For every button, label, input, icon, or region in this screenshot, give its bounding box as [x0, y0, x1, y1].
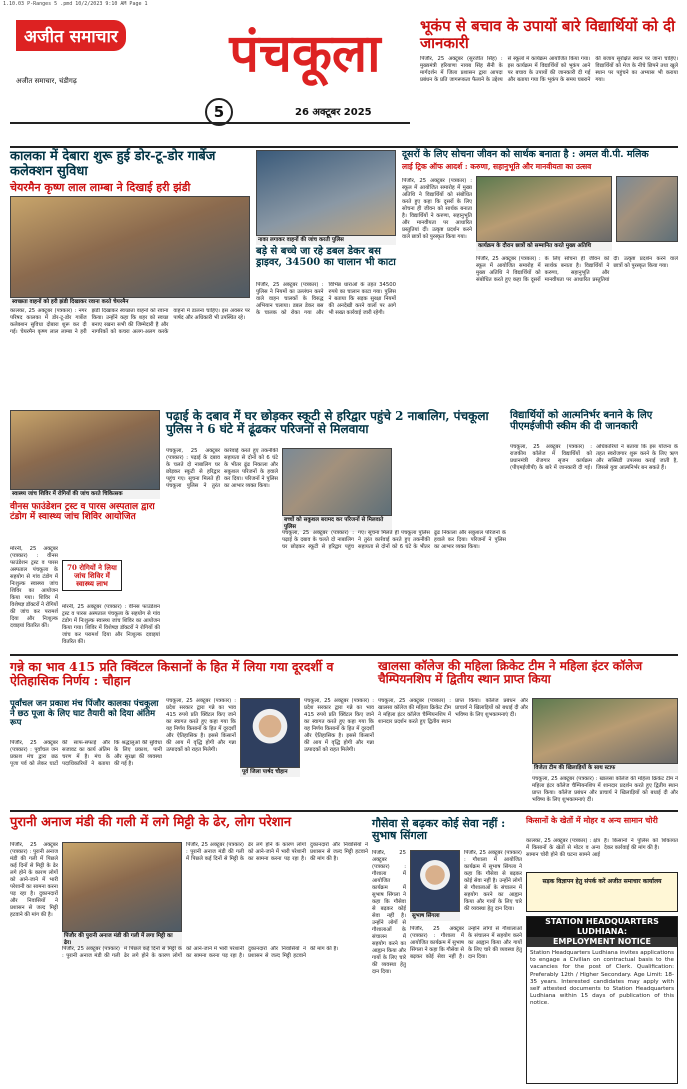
story-body: पिंजौर, 25 अक्टूबर (पत्रकार) : पूर्वांचल जन प्रकाश मंच द्वारा छठ पूजा पर्व को लेकर घाटों की साफ-सफाई और सजावट का कार्य अंतिम चरण में है। मंच के पदाधिकारियों ने बताया कि श्रद्धालुओं की सुविधा के लिए प्रकाश, पानी और सुरक्षा की व्यवस्था की गई है। [10, 740, 162, 767]
photo-malik [476, 176, 612, 242]
story-body: पिंजौर, 25 अक्टूबर (पत्रकार) : स्कूल में आयोजित समारोह में मुख्य अतिथि ने विद्यार्थियों को संबोधित करते हुए कहा कि दूसरों के लिए सोचना ही जीवन को सार्थक बनाता है। विद्यार्थियों ने करुणा, सहानुभूति और मानवीयता पर आधारित प्रस्तुतियां दीं। उत्कृष्ट प्रदर्शन करने वाले छात्रों को पुरस्कृत किया गया। [402, 178, 472, 240]
masthead-left [16, 20, 196, 90]
story-body-cont: पंचकूला, 25 अक्टूबर (पत्रकार) : खालसा कॉलेज की महिला क्रिकेट टीम ने महिला इंटर कॉलेज चैम्पियनशिप में शानदार प्रदर्शन करते हुए द्वितीय स्थान प्राप्त किया। कॉलेज प्रबंधन और प्राचार्य ने खिलाड़ियों को बधाई दी और भविष्य के लिए शुभकामनाएं दीं। [532, 776, 678, 803]
story-body: पिंजौर, 25 अक्टूबर (सुरजीत सिंह) : मुख्यमंत्री हरियाणा नायब सिंह सैनी के मार्गदर्शन में जिला प्रशासन द्वारा आपदा प्रबंधन के प्रति जागरूकता फैलाने के उद्देश्य से स्कूलों में कार्यक्रम आयोजित किया गया। इस कार्यक्रम में विद्यार्थियों को भूकंप आने पर बचाव के उपायों की जानकारी दी गई और बताया गया कि भूकंप के समय घबराने की बजाय सुरक्षित स्थान पर जाना चाहिए। विद्यार्थियों को मेज के नीचे छिपने तथा खुले स्थान पर पहुंचने का अभ्यास भी कराया गया। [420, 55, 678, 83]
headline-cricket: खालसा कॉलेज की महिला क्रिकेट टीम ने महिला इंटर कॉलेज चैम्पियनशिप में द्वितीय स्थान प्राप्त किया [378, 659, 643, 687]
page-number: 5 [205, 98, 233, 126]
photo-caption: कार्यक्रम के दौरान छात्रों को सम्मानित करते मुख्य अतिथि [476, 242, 612, 251]
story-body: पिंजौर, 25 अक्टूबर (पत्रकार) : पुरानी अनाज मंडी की गली में पिछले कई दिनों से मिट्टी के ढेर लगे होने के कारण लोगों को आने-जाने में भारी परेशानी का सामना करना पड़ रहा है। दुकानदारों और निवासियों ने प्रशासन से जल्द मिट्टी हटवाने की मांग की है। [10, 842, 58, 918]
headline: भूकंप से बचाव के उपायों बारे विद्यार्थियों को दी जानकारी [420, 17, 676, 52]
story-body: पंचकूला, 25 अक्टूबर (पत्रकार) : पढ़ाई के दबाव के चलते दो नाबालिग घर छोड़कर स्कूटी से हरिद्वार पहुंच गए। सूचना मिलते ही पंचकूला पुलिस ने तुरंत कार्रवाई करते हुए तकनीकी सहायता से दोनों को 6 घंटे के भीतर ढूंढ निकाला और सकुशल परिजनों के हवाले कर दिया। परिजनों ने पुलिस का आभार व्यक्त किया। [166, 448, 278, 489]
paper-name: अजीत समाचार [16, 20, 126, 51]
headline: बड़े से बच्चे जा रहे डबल डेकर बस ड्राइवर, 34500 का चालान भी काटा [256, 246, 396, 269]
subheadline: चेयरमैन कृष्ण लाल लाम्बा ने दिखाई हरी झंडी [10, 181, 191, 195]
headline-gauseva: गौसेवा से बढ़कर कोई सेवा नहीं : सुभाष सिंगला [372, 817, 506, 843]
highlight-box: 70 रोगियों ने लिया जांच शिविर में स्वास्थ्य लाभ [62, 560, 122, 591]
photo-caption: विजेता टीम की खिलाड़ियों के साथ स्टाफ [532, 764, 678, 773]
section-rule [10, 654, 678, 656]
paper-place: अजीत समाचार, चंडीगढ़ [16, 77, 77, 85]
story-body-cont: पंचकूला, 25 अक्टूबर (पत्रकार) : प्रदेश सरकार द्वारा गन्ने का भाव 415 रुपये प्रति क्विंटल किए जाने का स्वागत करते हुए कहा गया कि यह निर्णय किसानों के हित में दूरदर्शी और ऐतिहासिक है। इससे किसानों की आय में वृद्धि होगी और गन्ना उत्पादकों को राहत मिलेगी। [304, 698, 374, 753]
photo-caption: सुभाष सिंगला [410, 912, 460, 921]
headline: वीनस फाउंडेशन ट्रस्ट व पारस अस्पताल द्वारा टंडोग में स्वास्थ्य जांच शिविर आयोजित [10, 502, 155, 523]
story-body: पिंजौर, 25 अक्टूबर (पत्रकार) : गौशाला में आयोजित कार्यक्रम में सुभाष सिंगला ने कहा कि गौसेवा से बढ़कर कोई सेवा नहीं है। उन्होंने लोगों से गौशालाओं के संचालन में सहयोग करने का आह्वान किया और गायों के लिए चारे की व्यवस्था हेतु दान दिया। [372, 850, 406, 975]
headline-sugarcane: गन्ने का भाव 415 प्रति क्विंटल किसानों के हित में लिया गया दूरदर्शी व ऐतिहासिक निर्णय : चौहान [10, 659, 334, 688]
notice-body: Station Headquarters Ludhiana invites applications to engage a Civilian on contractual basis to the vacancies for the post of Clerk. Qualification: Preferably 12th / Higher Secondary. Age Limit: 18-35 years. Interested candidates may apply with self attested documents to Station Headquarters Ludhiana within 15 days of publication of this notice. [530, 950, 674, 1007]
photo-caption: नाका लगाकर वाहनों की जांच करती पुलिस [256, 236, 396, 245]
story-earthquake [420, 18, 678, 146]
small-advert: सड़क विज्ञापन हेतु संपर्क करें अजीत समाचार कार्यालय [526, 872, 678, 912]
photo-cricket [532, 698, 678, 764]
story-body: पिंजौर, 25 अक्टूबर (पत्रकार) : पुलिस ने नियमों का उल्लंघन करने वाले वाहन चालकों के विरुद्ध अभियान चलाया। डबल डेकर बस के चालक को रोका गया और विभिन्न धाराओं के तहत 34500 रुपये का चालान काटा गया। पुलिस ने बताया कि सड़क सुरक्षा नियमों की अनदेखी करने वालों पर आगे भी सख्त कार्रवाई जारी रहेगी। [256, 282, 396, 316]
headline-chhath: पूर्वांचल जन प्रकाश मंच पिंजौर कालका पंचकूला ने छठ पूजा के लिए घाट तैयारी को दिया अंतिम रूप [10, 699, 159, 729]
print-info-line: 1.10.03 P-Ranges 5 .pmd 10/2/2023 9:10 AM Page 1 [3, 1, 148, 7]
headline: कालका में देबारा शुरू हुई डोर-टू-डोर गार्बेज कलेक्शन सुविधा [10, 149, 216, 179]
employment-notice [526, 916, 678, 1084]
story-body-cont2: पिंजौर, 25 अक्टूबर (पत्रकार) : पुरानी अनाज मंडी की गली में पिछले कई दिनों से मिट्टी के ढेर लगे होने के कारण लोगों को आने-जाने में भारी परेशानी का सामना करना पड़ रहा है। दुकानदारों और निवासियों ने प्रशासन से जल्द मिट्टी हटवाने की मांग की है। [186, 842, 368, 862]
photo-clinic [10, 410, 160, 490]
photo-caption: स्वच्छता वाहनों को हरी झंडी दिखाकर रवाना करते चेयरमैन [10, 298, 250, 307]
story-body: कालका, 25 अक्टूबर (पत्रकार) : क्षेत्र में किसानों के खेतों से मोटर व अन्य सामान चोरी होने की घटना सामने आई है। किसानों ने पुलिस को शिकायत देकर कार्रवाई की मांग की है। [526, 838, 678, 858]
issue-date: 26 अक्टूबर 2025 [295, 107, 372, 118]
photo-students [282, 448, 392, 516]
story-body: पंचकूला, 25 अक्टूबर (पत्रकार) : खालसा कॉलेज की महिला क्रिकेट टीम ने महिला इंटर कॉलेज चैम्पियनशिप में शानदार प्रदर्शन करते हुए द्वितीय स्थान प्राप्त किया। कॉलेज प्रबंधन और प्राचार्य ने खिलाड़ियों को बधाई दी और भविष्य के लिए शुभकामनाएं दीं। [378, 698, 528, 725]
page-title: पंचकूला [229, 23, 381, 84]
subheadline: लाई ट्रिक ऑफ आदर्श : करुणा, सहानुभूति और मानवीयता का उत्सव [402, 161, 592, 171]
notice-head: STATION HEADQUARTERS LUDHIANA: [527, 917, 677, 937]
story-body: कालका, 25 अक्टूबर (पत्रकार) : नगर परिषद कालका में डोर-टू-डोर गार्बेज कलेक्शन सुविधा दोबारा शुरू कर दी गई। चेयरमैन कृष्ण लाल लाम्बा ने हरी झंडी दिखाकर स्वच्छता वाहनों को रवाना किया। उन्होंने कहा कि शहर को स्वच्छ बनाए रखना सभी की जिम्मेदारी है और नागरिकों को कचरा अलग-अलग करके वाहनों में डालना चाहिए। इस अवसर पर पार्षद और अधिकारी भी उपस्थित रहे। [10, 308, 250, 335]
photo-singla [410, 850, 460, 912]
headline: दूसरों के लिए सोचना जीवन को सार्थक बनाता है : अमल वी.पी. मलिक [402, 149, 649, 160]
story-malik [402, 150, 678, 171]
photo-anaj [62, 842, 182, 932]
story-body: मोरनी, 25 अक्टूबर (पत्रकार) : वीनस फाउंडेशन ट्रस्ट व पारस अस्पताल पंचकूला के सहयोग से गांव टंडोग में निःशुल्क स्वास्थ्य जांच शिविर का आयोजन किया गया। शिविर में विशेषज्ञ डॉक्टरों ने रोगियों की जांच कर परामर्श दिया और निःशुल्क दवाइयां वितरित कीं। [10, 546, 58, 629]
photo-caption: स्वास्थ्य जांच शिविर में रोगियों की जांच करते चिकित्सक [10, 490, 160, 499]
photo-chauhan [240, 698, 300, 768]
headline-students: पढ़ाई के दबाव में घर छोड़कर स्कूटी से हरिद्वार पहुंचे 2 नाबालिग, पंचकूला पुलिस ने 6 घंटे में ढूंढकर परिजनों से मिलवाया [166, 409, 489, 437]
story-body: पंचकूला, 25 अक्टूबर (पत्रकार) : राजकीय कॉलेज में विद्यार्थियों को प्रधानमंत्री रोजगार सृजन कार्यक्रम (पीएमईजीपी) के बारे में जानकारी दी गई। अधिकारियों ने बताया कि इस योजना के तहत स्वरोजगार शुरू करने के लिए ऋण और सब्सिडी उपलब्ध कराई जाती है, जिससे युवा आत्मनिर्भर बन सकते हैं। [510, 444, 678, 471]
story-body-cont2: पिंजौर, 25 अक्टूबर (पत्रकार) : गौशाला में आयोजित कार्यक्रम में सुभाष सिंगला ने कहा कि गौसेवा से बढ़कर कोई सेवा नहीं है। उन्होंने लोगों से गौशालाओं के संचालन में सहयोग करने का आह्वान किया और गायों के लिए चारे की व्यवस्था हेतु दान दिया। [464, 850, 522, 912]
story-body-cont: पिंजौर, 25 अक्टूबर (पत्रकार) : स्कूल में आयोजित समारोह में मुख्य अतिथि ने विद्यार्थियों को संबोधित करते हुए कहा कि दूसरों के लिए सोचना ही जीवन को सार्थक बनाता है। विद्यार्थियों ने करुणा, सहानुभूति और मानवीयता पर आधारित प्रस्तुतियां दीं। उत्कृष्ट प्रदर्शन करने वाले छात्रों को पुरस्कृत किया गया। [476, 256, 678, 283]
photo-police [256, 150, 396, 236]
headline-theft: किसानों के खेतों में मोहर व अन्य सामान चोरी [526, 815, 658, 825]
headline-anaj: पुरानी अनाज मंडी की गली में लगे मिट्टी के ढेर, लोग परेशान [10, 815, 292, 830]
section-rule [10, 146, 678, 148]
photo-caption: पूर्व जिला पार्षद चौहान [240, 768, 300, 777]
story-body: पंचकूला, 25 अक्टूबर (पत्रकार) : प्रदेश सरकार द्वारा गन्ने का भाव 415 रुपये प्रति क्विंटल किए जाने का स्वागत करते हुए कहा गया कि यह निर्णय किसानों के हित में दूरदर्शी और ऐतिहासिक है। इससे किसानों की आय में वृद्धि होगी और गन्ना उत्पादकों को राहत मिलेगी। [166, 698, 236, 753]
notice-subhead: EMPLOYMENT NOTICE [527, 937, 677, 947]
photo-caption: बच्चों को सकुशल बरामद कर परिजनों से मिलवाते पुलिस [282, 516, 392, 532]
story-body-cont: पिंजौर, 25 अक्टूबर (पत्रकार) : पुरानी अनाज मंडी की गली में पिछले कई दिनों से मिट्टी के ढेर लगे होने के कारण लोगों को आने-जाने में भारी परेशानी का सामना करना पड़ रहा है। दुकानदारों और निवासियों ने प्रशासन से जल्द मिट्टी हटवाने की मांग की है। [62, 946, 339, 959]
photo-malik-2 [616, 176, 678, 242]
story-body-cont: पंचकूला, 25 अक्टूबर (पत्रकार) : पढ़ाई के दबाव के चलते दो नाबालिग घर छोड़कर स्कूटी से हरिद्वार पहुंच गए। सूचना मिलते ही पंचकूला पुलिस ने तुरंत कार्रवाई करते हुए तकनीकी सहायता से दोनों को 6 घंटे के भीतर ढूंढ निकाला और सकुशल परिजनों के हवाले कर दिया। परिजनों ने पुलिस का आभार व्यक्त किया। [282, 530, 506, 550]
masthead-rule [10, 122, 410, 124]
photo-caption: पिंजौर की पुरानी अनाज मंडी की गली में लगा मिट्टी का ढेर। [62, 932, 182, 948]
story-body-cont: पिंजौर, 25 अक्टूबर (पत्रकार) : गौशाला में आयोजित कार्यक्रम में सुभाष सिंगला ने कहा कि गौसेवा से बढ़कर कोई सेवा नहीं है। उन्होंने लोगों से गौशालाओं के संचालन में सहयोग करने का आह्वान किया और गायों के लिए चारे की व्यवस्था हेतु दान दिया। [410, 926, 522, 960]
headline-pmegp: विद्यार्थियों को आत्मनिर्भर बनाने के लिए पीएमईजीपी स्कीम की दी जानकारी [510, 410, 653, 433]
section-rule [10, 810, 678, 812]
photo-kalka [10, 196, 250, 298]
story-body-cont: मोरनी, 25 अक्टूबर (पत्रकार) : वीनस फाउंडेशन ट्रस्ट व पारस अस्पताल पंचकूला के सहयोग से गांव टंडोग में निःशुल्क स्वास्थ्य जांच शिविर का आयोजन किया गया। शिविर में विशेषज्ञ डॉक्टरों ने रोगियों की जांच कर परामर्श दिया और निःशुल्क दवाइयां वितरित कीं। [62, 604, 160, 645]
